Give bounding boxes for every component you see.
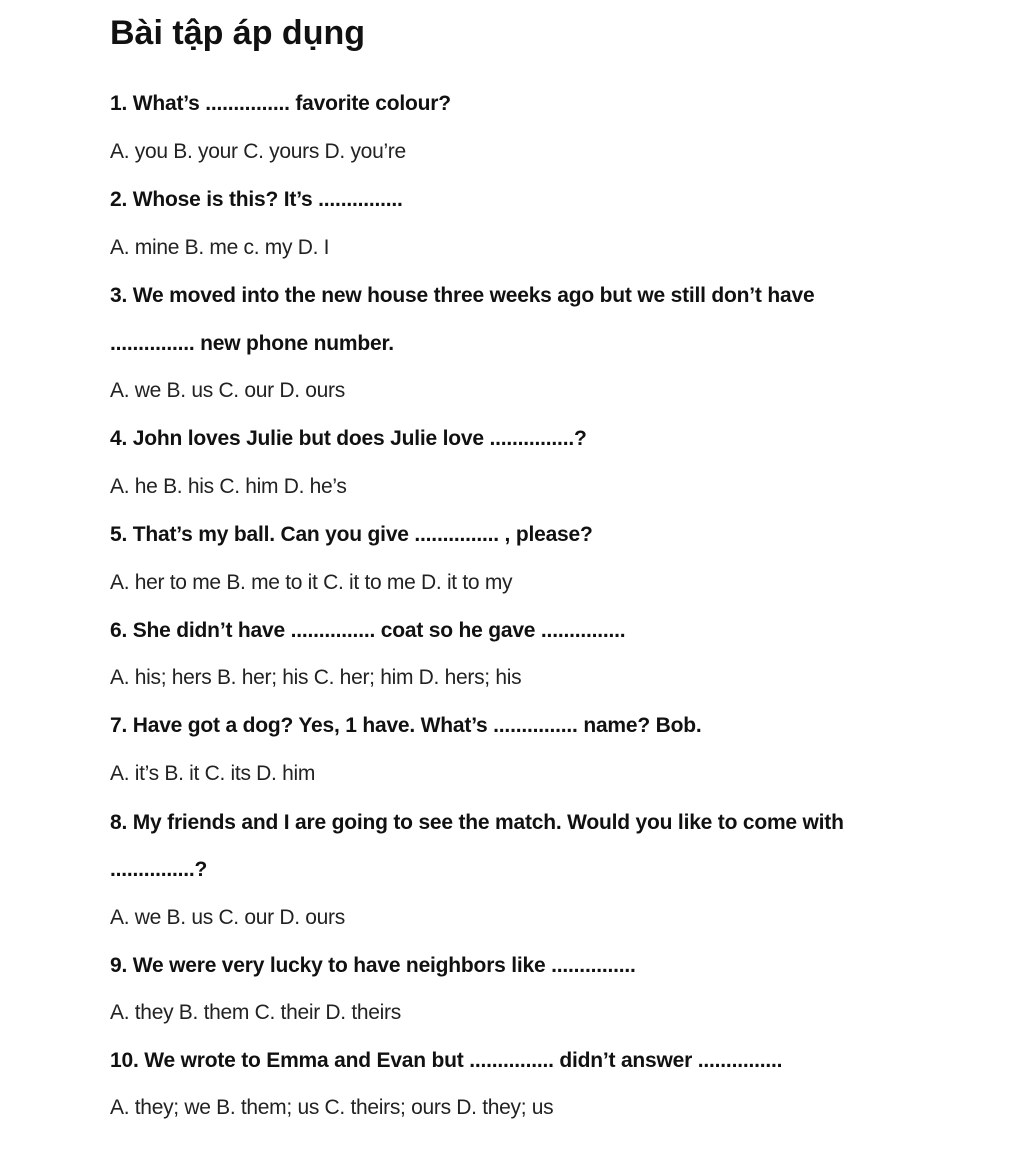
question-5-options: A. her to me B. me to it C. it to me D. it to my (110, 571, 513, 594)
question-7-options: A. it’s B. it C. its D. him (110, 762, 316, 785)
question-8-options: A. we B. us C. our D. ours (110, 906, 345, 929)
page-title: Bài tập áp dụng (110, 14, 365, 52)
question-3-text-line-2: ............... new phone number. (110, 332, 394, 355)
question-7-text: 7. Have got a dog? Yes, 1 have. What’s ............... name? Bob. (110, 714, 702, 737)
question-4-text: 4. John loves Julie but does Julie love ...............? (110, 427, 587, 450)
question-3-options: A. we B. us C. our D. ours (110, 379, 345, 402)
question-9-options: A. they B. them C. their D. theirs (110, 1001, 401, 1024)
question-1-text: 1. What’s ............... favorite colour? (110, 92, 451, 115)
question-8-text-line-1: 8. My friends and I are going to see the match. Would you like to come with (110, 811, 844, 834)
question-5-text: 5. That’s my ball. Can you give ............... , please? (110, 523, 593, 546)
worksheet-page (110, 0, 1000, 1154)
question-1-options: A. you B. your C. yours D. you’re (110, 140, 406, 163)
question-9-text: 9. We were very lucky to have neighbors like ............... (110, 954, 636, 977)
question-3-text-line-1: 3. We moved into the new house three weeks ago but we still don’t have (110, 284, 815, 307)
question-6-options: A. his; hers B. her; his C. her; him D. hers; his (110, 666, 522, 689)
question-2-options: A. mine B. me c. my D. I (110, 236, 330, 259)
question-2-text: 2. Whose is this? It’s ............... (110, 188, 403, 211)
question-4-options: A. he B. his C. him D. he’s (110, 475, 347, 498)
question-6-text: 6. She didn’t have ............... coat so he gave ............... (110, 619, 626, 642)
question-10-options: A. they; we B. them; us C. theirs; ours D. they; us (110, 1096, 554, 1119)
question-8-text-line-2: ...............? (110, 858, 208, 881)
question-10-text: 10. We wrote to Emma and Evan but ............... didn’t answer ............... (110, 1049, 783, 1072)
